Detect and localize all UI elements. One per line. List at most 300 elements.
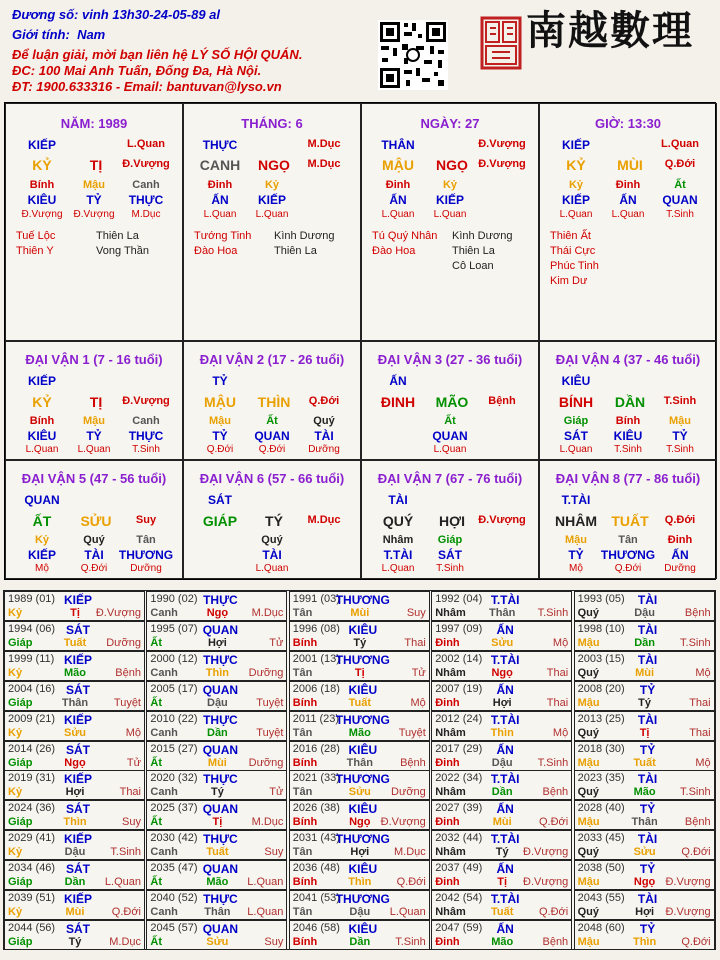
year-can: Đinh	[435, 935, 460, 948]
year-star: KIÊU	[348, 802, 378, 817]
hidden-stem: Đinh	[615, 179, 641, 191]
hidden-stem-star: QUAN	[662, 193, 698, 207]
year-star: TÀI	[637, 652, 658, 667]
year-stage: Đ.Vượng	[665, 876, 711, 889]
year-stage: L.Quan	[247, 876, 284, 889]
dai-van-stage: Suy	[135, 514, 157, 526]
hidden-stem-stage: Q.Đới	[258, 444, 286, 455]
year-can: Mậu	[577, 935, 600, 948]
year-label: 2036 (48)	[292, 862, 340, 875]
year-star: KIÊU	[348, 622, 378, 637]
year-cell	[431, 651, 572, 681]
year-can: Bính	[292, 935, 318, 948]
pillar-can: KỶ	[32, 157, 52, 173]
year-cell	[431, 800, 572, 830]
year-star: TÀI	[637, 712, 658, 727]
year-label: 2005 (17)	[150, 682, 198, 695]
year-stage: Mộ	[552, 636, 569, 649]
year-star: THỰC	[203, 892, 238, 906]
year-can: Ất	[150, 756, 162, 769]
hidden-stem-stage: Đ.Vượng	[21, 209, 63, 220]
year-star: KIẾP	[63, 593, 93, 607]
year-can: Quý	[577, 666, 599, 679]
pillar-chi-star: L.Quan	[661, 138, 699, 150]
year-chi: Ngọ	[491, 666, 513, 679]
hidden-stem-stage: Mộ	[35, 563, 49, 574]
hidden-stem-star: QUAN	[432, 429, 468, 443]
year-can: Canh	[150, 906, 178, 918]
year-can: Giáp	[8, 876, 33, 889]
hidden-stem: Bính	[29, 179, 55, 191]
pillar-title: NGÀY: 27	[420, 116, 480, 131]
year-label: 2004 (16)	[8, 682, 56, 695]
hidden-stem: Tân	[618, 534, 638, 546]
year-cell	[289, 860, 430, 890]
hidden-stem-star: SÁT	[564, 429, 588, 443]
dai-van-3	[361, 341, 539, 460]
dai-van-title: ĐẠI VẬN 6 (57 - 66 tuổi)	[199, 471, 345, 486]
year-can: Đinh	[435, 816, 460, 829]
year-chi: Thân	[204, 906, 231, 918]
year-chi: Hợi	[65, 786, 85, 799]
year-label: 2015 (27)	[150, 742, 198, 755]
year-cell	[574, 890, 715, 920]
address-line: ĐC: 100 Mai Anh Tuấn, Đống Đa, Hà Nội.	[12, 63, 262, 78]
pillar-can-star: KIẾP	[27, 138, 57, 152]
year-stage: Q.Đới	[681, 846, 711, 859]
year-label: 2011 (23)	[292, 712, 340, 725]
year-stage: T.Sinh	[537, 607, 569, 619]
year-cell	[146, 920, 287, 950]
dai-van-stage: Bệnh	[488, 395, 516, 407]
year-chi: Tý	[353, 636, 367, 649]
year-chi: Hợi	[350, 846, 370, 859]
year-cell	[4, 860, 145, 890]
hidden-stem: Bính	[29, 415, 55, 427]
hidden-stem-stage: L.Quan	[611, 209, 645, 220]
year-can: Quý	[577, 786, 599, 799]
dai-van-star: KIÊU	[561, 374, 591, 388]
year-cell	[574, 681, 715, 711]
dai-van-star: SÁT	[208, 493, 232, 507]
year-chi: Tuất	[206, 846, 229, 859]
hidden-stem: Đinh	[385, 179, 411, 191]
year-can: Bính	[292, 696, 318, 709]
year-label: 2018 (30)	[577, 742, 625, 755]
year-cell	[4, 920, 145, 950]
hidden-stem-star: KIẾP	[561, 193, 591, 207]
year-can: Canh	[150, 726, 178, 739]
hidden-stem: Ất	[444, 415, 456, 427]
year-label: 1994 (06)	[8, 622, 56, 635]
year-can: Bính	[292, 756, 318, 769]
hidden-stem: Mậu	[565, 534, 587, 546]
year-can: Ất	[150, 636, 162, 649]
year-stage: Tuyệt	[113, 696, 141, 709]
year-chi: Thìn	[632, 935, 657, 948]
auspicious-star: Tuế Lộc	[16, 230, 56, 242]
year-can: Mậu	[577, 876, 600, 889]
year-stage: L.Quan	[104, 876, 141, 889]
year-can: Kỷ	[8, 666, 23, 679]
year-label: 1998 (10)	[577, 622, 625, 635]
year-cell	[146, 770, 287, 800]
year-stage: Q.Đới	[111, 906, 141, 918]
year-chi: Dần	[64, 876, 86, 889]
year-star: KIÊU	[348, 921, 378, 936]
year-label: 2037 (49)	[435, 862, 483, 875]
dai-van-7	[361, 460, 539, 579]
year-stage: M.Dục	[251, 607, 284, 619]
hidden-stem-stage: Q.Đới	[206, 444, 234, 455]
gender-line	[12, 26, 105, 43]
year-chi: Sửu	[206, 935, 229, 948]
year-label: 2007 (19)	[435, 682, 483, 695]
year-cell	[289, 741, 430, 771]
year-chi: Ngọ	[206, 607, 229, 619]
hidden-stem-stage: Dưỡng	[664, 563, 696, 574]
year-can: Kỷ	[8, 726, 23, 739]
hidden-stem: Kỷ	[568, 179, 584, 191]
year-label: 2008 (20)	[577, 682, 625, 695]
year-label: 2035 (47)	[150, 862, 198, 875]
year-chi: Thìn	[490, 726, 514, 739]
year-star: SÁT	[66, 862, 90, 877]
year-chi: Tuất	[633, 756, 656, 769]
year-label: 1993 (05)	[577, 593, 625, 605]
auspicious-star: Tướng Tinh	[194, 230, 252, 242]
pillar-1	[183, 103, 361, 341]
year-label: 2019 (31)	[8, 772, 56, 785]
year-label: 2001 (13)	[292, 652, 340, 665]
hidden-stem-stage: L.Quan	[559, 209, 593, 220]
year-can: Nhâm	[435, 666, 466, 679]
year-star: SÁT	[66, 742, 90, 757]
year-can: Quý	[577, 726, 599, 739]
year-cell	[431, 591, 572, 621]
year-label: 1989 (01)	[8, 593, 56, 605]
year-stage: Bệnh	[400, 756, 426, 769]
hidden-stem: Kỷ	[264, 179, 280, 191]
dai-van-star: T.TÀI	[561, 493, 591, 507]
year-stage: Thai	[546, 666, 569, 679]
year-stage: Dưỡng	[248, 666, 284, 679]
year-can: Mậu	[577, 696, 600, 709]
dai-van-chi: TÝ	[265, 513, 283, 529]
year-star: TÀI	[637, 593, 658, 607]
year-label: 2038 (50)	[577, 862, 625, 875]
pillar-chi: TỊ	[89, 157, 103, 173]
hidden-stem: Quý	[83, 534, 105, 546]
pillar-can-star: KIẾP	[561, 138, 591, 152]
year-star: SÁT	[66, 622, 90, 637]
dai-van-chi: SỬU	[80, 513, 112, 529]
dai-van-stage: M.Dục	[307, 514, 341, 526]
hidden-stem: Ất	[266, 415, 278, 427]
dai-van-title: ĐẠI VẬN 1 (7 - 16 tuổi)	[25, 352, 163, 367]
hidden-stem-stage: L.Quan	[25, 444, 59, 455]
year-label: 2040 (52)	[150, 892, 198, 904]
auspicious-star: Thiên Y	[16, 245, 54, 257]
dai-van-can: KỶ	[32, 394, 52, 410]
dai-van-title: ĐẠI VẬN 5 (47 - 56 tuổi)	[21, 471, 167, 486]
year-label: 2029 (41)	[8, 832, 56, 845]
year-chi: Sửu	[491, 636, 514, 649]
year-stage: Đ.Vượng	[95, 607, 141, 619]
hidden-stem: Mậu	[209, 415, 231, 427]
year-label: 2041 (53)	[292, 892, 340, 904]
year-cell	[146, 890, 287, 920]
year-can: Quý	[577, 846, 599, 859]
year-label: 2022 (34)	[435, 772, 483, 785]
year-chi: Sửu	[63, 726, 87, 739]
year-chi: Dậu	[207, 696, 228, 709]
year-label: 1992 (04)	[435, 593, 483, 605]
year-stage: Dưỡng	[391, 786, 426, 799]
hidden-stem: Đinh	[667, 534, 693, 546]
year-cell	[574, 741, 715, 771]
year-can: Bính	[292, 636, 318, 649]
inauspicious-star: Thiên La	[452, 245, 495, 257]
year-chi: Tuất	[348, 696, 371, 709]
dai-van-5	[5, 460, 183, 579]
year-cell	[431, 860, 572, 890]
year-can: Mậu	[577, 636, 600, 649]
hidden-stem-star: THỰC	[128, 193, 164, 207]
year-chi: Dần	[491, 786, 513, 799]
pillar-chi: NGỌ	[258, 157, 290, 173]
year-stage: Dưỡng	[106, 636, 141, 649]
year-chi: Thân	[489, 607, 516, 619]
year-can: Tân	[292, 786, 313, 799]
year-star: THỰC	[203, 772, 238, 787]
hidden-stem-stage: L.Quan	[381, 209, 415, 220]
year-label: 2021 (33)	[292, 772, 340, 785]
year-chi: Tý	[68, 935, 82, 948]
year-chi: Thân	[631, 816, 658, 829]
dai-van-can: MẬU	[204, 394, 236, 410]
dai-van-chi: MÃO	[435, 394, 469, 410]
hidden-stem: Quý	[313, 415, 335, 427]
year-star: T.TÀI	[490, 892, 520, 906]
hidden-stem: Mậu	[669, 415, 691, 427]
year-star: SÁT	[66, 682, 90, 697]
dai-van-chi: THÌN	[257, 394, 291, 410]
year-chi: Ngọ	[64, 756, 86, 769]
year-cell	[431, 770, 572, 800]
pillar-can-star: THÂN	[381, 138, 415, 152]
year-can: Kỷ	[8, 846, 23, 859]
year-label: 2039 (51)	[8, 892, 56, 904]
year-stage: Mộ	[552, 726, 569, 739]
year-star: TÀI	[637, 832, 658, 847]
inauspicious-star: Thiên La	[274, 245, 317, 257]
hidden-stem-star: ẤN	[389, 193, 407, 207]
year-cell	[289, 920, 430, 950]
inauspicious-star: Kình Dương	[274, 230, 335, 242]
year-chi: Tuất	[490, 906, 514, 918]
auspicious-star: Thiên Ất	[550, 230, 591, 242]
year-cell	[431, 741, 572, 771]
year-cell	[146, 651, 287, 681]
year-chi: Dậu	[634, 607, 655, 619]
dai-van-stage: Đ.Vượng	[122, 395, 170, 407]
year-chi: Tị	[354, 666, 365, 679]
pillar-title: GIỜ: 13:30	[594, 116, 661, 131]
year-chi: Thìn	[205, 666, 229, 679]
year-chi: Mão	[633, 786, 656, 799]
dai-van-6	[183, 460, 361, 579]
year-chi: Dần	[207, 726, 228, 739]
dai-van-chi: HỢI	[439, 513, 465, 529]
header	[0, 0, 720, 102]
hidden-stem-star: ẤN	[619, 193, 637, 207]
pillar-life-stage: Đ.Vượng	[122, 158, 170, 170]
year-star: KIÊU	[348, 742, 378, 757]
year-can: Giáp	[8, 696, 33, 709]
four-pillars-chart	[4, 102, 716, 580]
year-stage: Thai	[546, 696, 569, 709]
year-label: 1995 (07)	[150, 622, 198, 635]
year-can: Mậu	[577, 816, 600, 829]
hidden-stem: Mậu	[83, 415, 105, 427]
dai-van-stage: Đ.Vượng	[478, 514, 526, 526]
pillar-3	[539, 103, 717, 341]
auspicious-star: Tú Quý Nhân	[372, 230, 438, 242]
year-star: TỶ	[639, 682, 656, 697]
year-chi: Dần	[634, 636, 655, 649]
year-stage: Mộ	[125, 726, 141, 739]
year-cell	[146, 741, 287, 771]
year-label: 2024 (36)	[8, 802, 56, 815]
dai-van-can: ĐINH	[380, 394, 416, 410]
year-chi: Tị	[70, 607, 80, 619]
year-star: TỶ	[639, 802, 656, 817]
year-star: T.TÀI	[490, 772, 520, 787]
year-cell	[289, 770, 430, 800]
hidden-stem: Bính	[615, 415, 641, 427]
hidden-stem-stage: L.Quan	[381, 563, 415, 574]
year-chi: Mùi	[207, 756, 227, 769]
year-star: THƯƠNG	[335, 712, 390, 727]
brand-logo: 南越數理	[526, 7, 694, 54]
year-label: 2012 (24)	[435, 712, 483, 725]
year-cell	[146, 711, 287, 741]
year-stage: T.Sinh	[395, 935, 426, 948]
year-star: THỰC	[203, 832, 238, 847]
year-star: TÀI	[637, 622, 658, 637]
year-cell	[574, 830, 715, 860]
year-chi: Tị	[639, 726, 650, 739]
year-stage: Suy	[122, 816, 141, 829]
hidden-stem: Giáp	[437, 534, 463, 546]
year-cell	[4, 800, 145, 830]
year-chi: Hợi	[635, 906, 655, 918]
pillar-title: THÁNG: 6	[241, 116, 303, 131]
year-chi: Thìn	[348, 876, 372, 889]
inauspicious-star: Vong Thần	[96, 245, 150, 257]
year-star: ẤN	[496, 742, 514, 757]
year-chi: Ngọ	[349, 816, 371, 829]
year-stage: M.Dục	[394, 846, 426, 859]
auspicious-star: Thái Cực	[550, 245, 596, 257]
year-label: 2043 (55)	[577, 892, 625, 904]
year-cell	[574, 651, 715, 681]
dai-van-stage: Q.Đới	[308, 395, 340, 407]
year-cell	[146, 621, 287, 651]
year-chi: Mão	[206, 876, 229, 889]
year-stage: Tử	[126, 756, 141, 769]
year-can: Nhâm	[435, 786, 466, 799]
year-label: 2028 (40)	[577, 802, 625, 815]
hidden-stem-stage: T.Sinh	[666, 444, 694, 455]
pillar-can-star: THỰC	[202, 138, 238, 152]
year-can: Giáp	[8, 636, 33, 649]
year-can: Quý	[577, 607, 599, 619]
dai-van-can: GIÁP	[202, 513, 238, 529]
hidden-stem-star: TÀI	[262, 548, 282, 562]
year-star: THỰC	[203, 712, 238, 727]
year-stage: Suy	[264, 935, 284, 948]
year-cell	[289, 621, 430, 651]
year-star: T.TÀI	[490, 832, 520, 847]
hidden-stem-stage: Dưỡng	[130, 563, 162, 574]
year-cell	[289, 681, 430, 711]
year-stage: Tử	[269, 636, 284, 649]
year-stage: L.Quan	[247, 906, 284, 918]
auspicious-star: Kim Dư	[550, 275, 588, 287]
year-cell	[574, 800, 715, 830]
year-cell	[289, 890, 430, 920]
year-cell	[4, 770, 145, 800]
year-label: 2033 (45)	[577, 832, 625, 845]
hidden-stem-stage: T.Sinh	[614, 444, 642, 455]
year-chi: Sửu	[633, 846, 656, 859]
year-stage: Thai	[119, 786, 141, 799]
year-label: 2010 (22)	[150, 712, 198, 725]
year-star: TÀI	[637, 892, 658, 906]
year-cell	[289, 591, 430, 621]
red-seal-icon	[480, 16, 522, 70]
year-star: KIẾP	[63, 892, 93, 906]
year-stage: Q.Đới	[681, 935, 711, 948]
year-star: THỰC	[203, 593, 238, 607]
gender-value: Nam	[77, 27, 106, 42]
year-cell	[431, 711, 572, 741]
year-chi: Mùi	[350, 607, 370, 619]
year-cell	[146, 591, 287, 621]
year-can: Kỷ	[8, 607, 23, 619]
year-label: 2013 (25)	[577, 712, 625, 725]
hidden-stem: Quý	[261, 534, 283, 546]
dai-van-title: ĐẠI VẬN 8 (77 - 86 tuổi)	[555, 471, 701, 486]
year-star: QUAN	[202, 921, 239, 936]
year-label: 2017 (29)	[435, 742, 483, 755]
year-label: 2023 (35)	[577, 772, 625, 785]
dai-van-star: ẤN	[389, 374, 407, 388]
year-can: Kỷ	[8, 906, 23, 918]
year-star: THƯƠNG	[335, 832, 390, 847]
year-label: 2003 (15)	[577, 652, 625, 665]
pillar-can: CANH	[199, 157, 241, 173]
year-label: 2030 (42)	[150, 832, 198, 845]
year-star: QUAN	[202, 622, 239, 637]
year-label: 2020 (32)	[150, 772, 198, 785]
year-star: THƯƠNG	[335, 652, 390, 667]
hidden-stem-star: TÀI	[314, 429, 334, 443]
yearly-luck-table	[3, 590, 716, 950]
subject-info: Đương số: vinh 13h30-24-05-89 al	[12, 7, 221, 22]
